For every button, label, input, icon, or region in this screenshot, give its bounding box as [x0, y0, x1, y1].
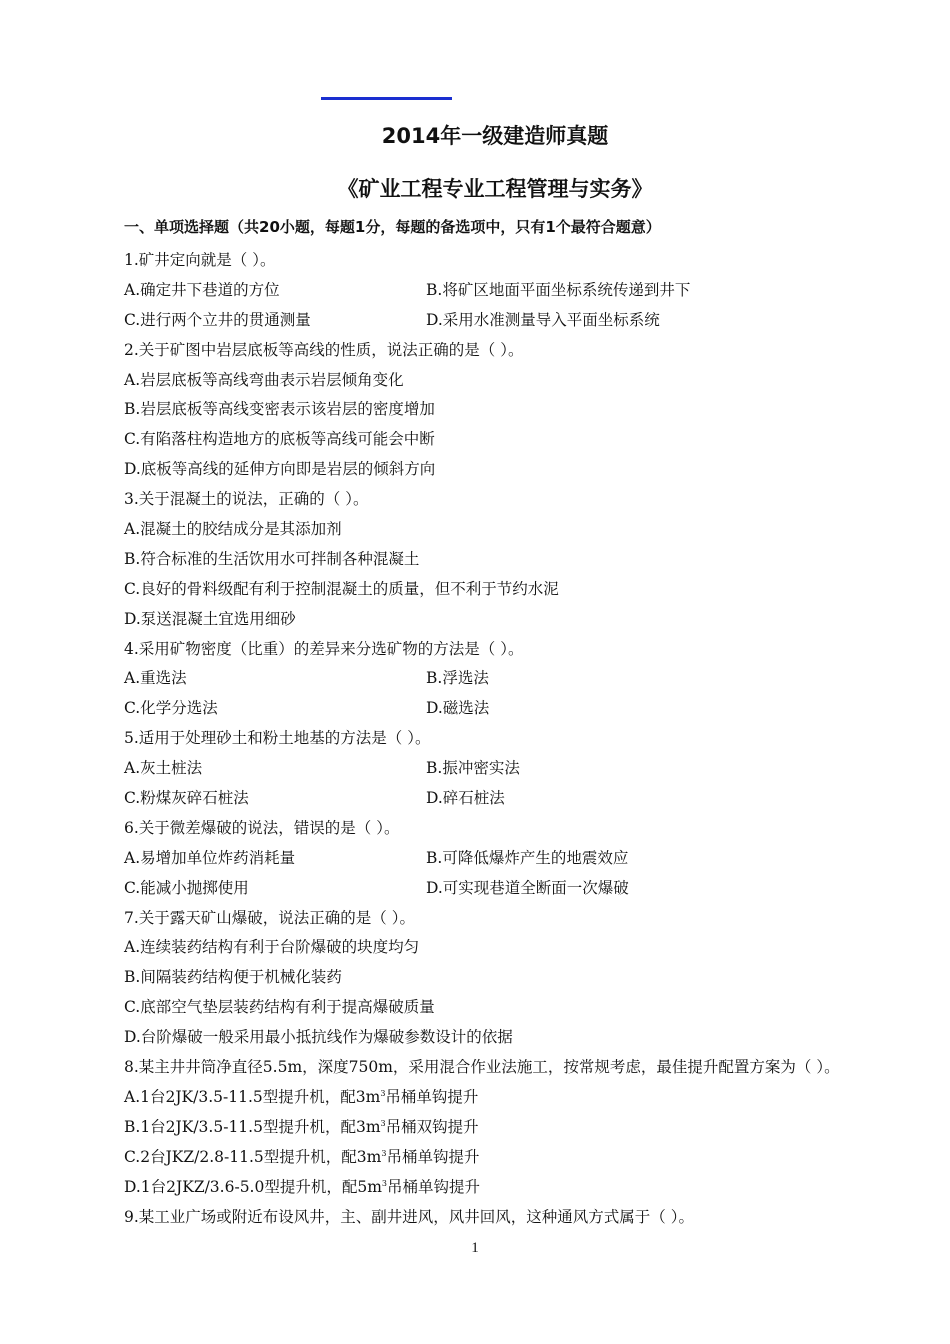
option-d: D.磁选法 — [426, 699, 490, 718]
option-d: D.台阶爆破一般采用最小抵抗线作为爆破参数设计的依据 — [124, 1028, 513, 1047]
option-b: B.1台2JK/3.5-11.5型提升机，配$3m^3$吊桶双钩提升 — [124, 1117, 479, 1136]
option-b: B.将矿区地面平面坐标系统传递到井下 — [426, 280, 691, 299]
question-stem: 7.关于露天矿山爆破，说法正确的是（ ）。 — [124, 908, 415, 927]
option-d: D.1台2JKZ/3.6-5.0型提升机，配$5m^3$吊桶单钩提升 — [124, 1177, 481, 1196]
option-c: C.底部空气垫层装药结构有利于提高爆破质量 — [124, 998, 435, 1017]
document-title: 2014年一级建造师真题 — [381, 124, 609, 148]
option-d: D.采用水准测量导入平面坐标系统 — [426, 310, 660, 329]
option-a: A.岩层底板等高线弯曲表示岩层倾角变化 — [124, 370, 404, 389]
question-stem: 4.采用矿物密度（比重）的差异来分选矿物的方法是（ ）。 — [124, 639, 524, 658]
question-list — [124, 246, 884, 1232]
option-b: B.间隔装药结构便于机械化装药 — [124, 968, 342, 987]
document-subtitle: 《矿业工程专业工程管理与实务》 — [337, 177, 653, 201]
page-number: 1 — [471, 1240, 479, 1256]
option-row — [124, 664, 884, 694]
option-row — [124, 874, 884, 904]
section-heading: 一、单项选择题（共20小题，每题1分，每题的备选项中，只有1个最符合题意） — [124, 218, 661, 236]
header-rule — [321, 97, 452, 100]
question-stem: 8.某主井井筒净直径5.5m，深度750m，采用混合作业法施工，按常规考虑，最佳提升配置方案为（ ）。 — [124, 1058, 840, 1077]
option-a: A.重选法 — [124, 669, 187, 688]
option-c: C.化学分选法 — [124, 699, 218, 718]
question-stem: 9.某工业广场或附近布设风井，主、副井进风，风井回风，这种通风方式属于（ ）。 — [124, 1207, 694, 1226]
option-b: B.岩层底板等高线变密表示该岩层的密度增加 — [124, 400, 435, 419]
option-c: C.2台JKZ/2.8-11.5型提升机，配$3m^3$吊桶单钩提升 — [124, 1147, 480, 1166]
option-c: C.粉煤灰碎石桩法 — [124, 789, 249, 808]
option-d: D.可实现巷道全断面一次爆破 — [426, 878, 629, 897]
option-row — [124, 694, 884, 724]
question-stem: 2.关于矿图中岩层底板等高线的性质，说法正确的是（ ）。 — [124, 340, 524, 359]
option-a: A.混凝土的胶结成分是其添加剂 — [124, 520, 342, 539]
option-row — [124, 276, 884, 306]
option-c: C.有陷落柱构造地方的底板等高线可能会中断 — [124, 430, 435, 449]
question-stem: 6.关于微差爆破的说法，错误的是（ ）。 — [124, 818, 400, 837]
option-d: D.泵送混凝土宜选用细砂 — [124, 609, 296, 628]
question-stem: 5.适用于处理砂土和粉土地基的方法是（ ）。 — [124, 729, 431, 748]
option-row — [124, 784, 884, 814]
option-a: A.易增加单位炸药消耗量 — [124, 848, 296, 867]
option-b: B.可降低爆炸产生的地震效应 — [426, 848, 629, 867]
option-b: B.振冲密实法 — [426, 759, 520, 778]
option-a: A.连续装药结构有利于台阶爆破的块度均匀 — [124, 938, 420, 957]
option-b: B.符合标准的生活饮用水可拌制各种混凝土 — [124, 549, 420, 568]
option-b: B.浮选法 — [426, 669, 489, 688]
option-row — [124, 306, 884, 336]
option-c: C.良好的骨料级配有利于控制混凝土的质量，但不利于节约水泥 — [124, 579, 559, 598]
question-stem: 1.矿井定向就是（ ）。 — [124, 251, 276, 269]
option-row — [124, 754, 884, 784]
option-a: A.确定井下巷道的方位 — [124, 280, 280, 299]
question-stem: 3.关于混凝土的说法，正确的（ ）。 — [124, 490, 369, 509]
option-d: D.碎石桩法 — [426, 789, 505, 808]
option-c: C.进行两个立井的贯通测量 — [124, 310, 311, 329]
option-c: C.能减小抛掷使用 — [124, 878, 249, 897]
option-row — [124, 844, 884, 874]
option-d: D.底板等高线的延伸方向即是岩层的倾斜方向 — [124, 460, 436, 479]
option-a: A.灰土桩法 — [124, 759, 203, 778]
option-a: A.1台2JK/3.5-11.5型提升机，配$3m^3$吊桶单钩提升 — [124, 1087, 479, 1106]
